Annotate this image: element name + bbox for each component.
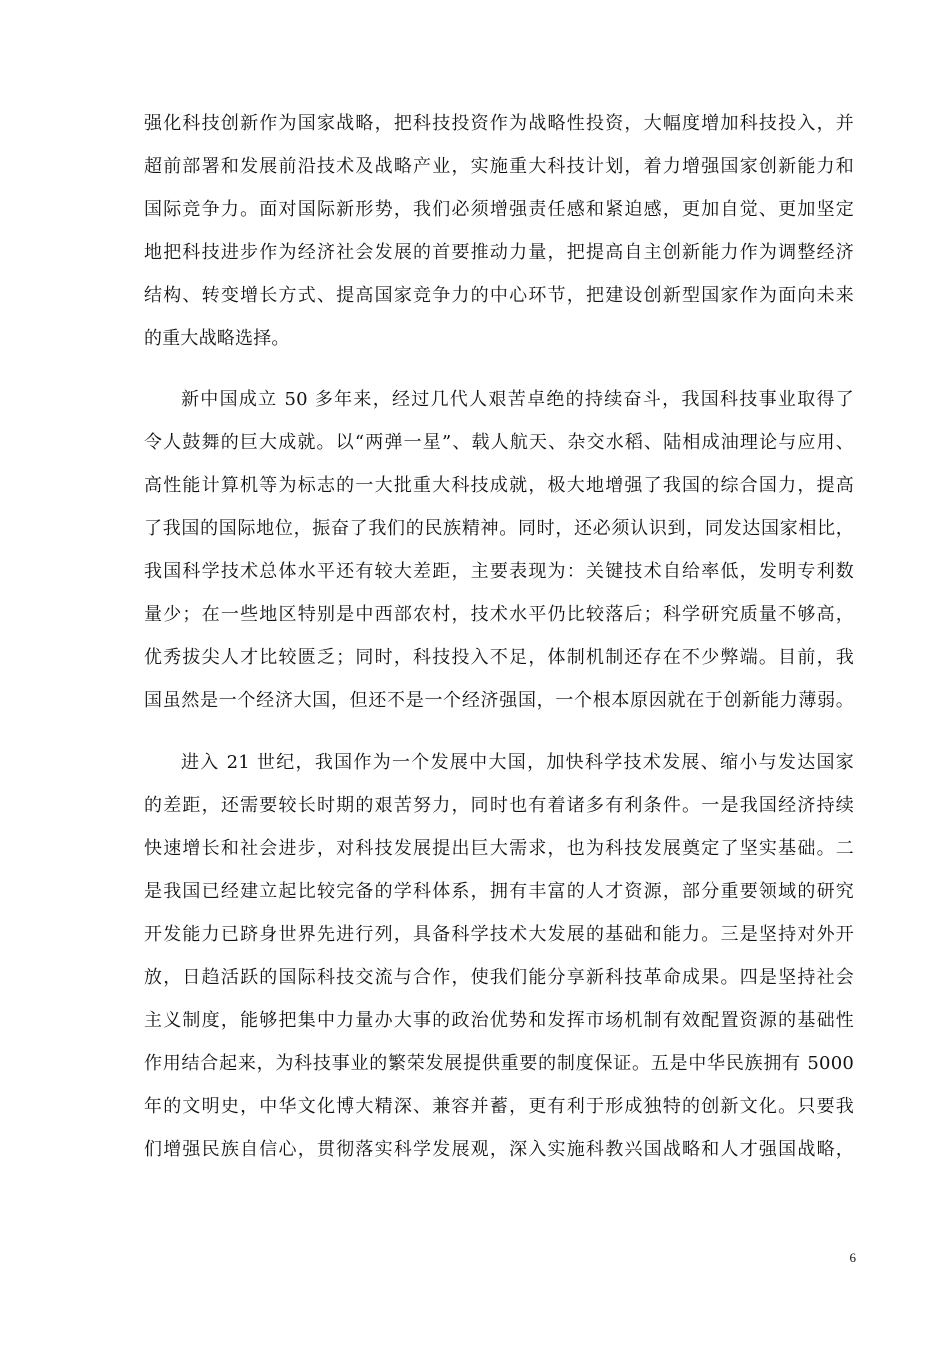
paragraph-3-line-10: 们增强民族自信心，贯彻落实科学发展观，深入实施科教兴国战略和人才强国战略， [144, 1139, 854, 1160]
paragraph-3-line-7: 主义制度，能够把集中力量办大事的政治优势和发挥市场机制有效配置资源的基础性 [144, 1010, 854, 1031]
paragraph-1-line-2: 超前部署和发展前沿技术及战略产业，实施重大科技计划，着力增强国家创新能力和 [144, 156, 854, 177]
paragraph-1-line-6: 的重大战略选择。 [144, 328, 290, 349]
paragraph-1-line-4: 地把科技进步作为经济社会发展的首要推动力量，把提高自主创新能力作为调整经济 [144, 242, 854, 263]
paragraph-3-line-5: 开发能力已跻身世界先进行列，具备科学技术大发展的基础和能力。三是坚持对外开 [144, 924, 854, 945]
paragraph-2-line-2: 令人鼓舞的巨大成就。以“两弹一星”、载人航天、杂交水稻、陆相成油理论与应用、 [144, 432, 854, 453]
paragraph-1-line-5: 结构、转变增长方式、提高国家竞争力的中心环节，把建设创新型国家作为面向未来 [144, 285, 854, 306]
paragraph-3-line-1: 进入 21 世纪，我国作为一个发展中大国，加快科学技术发展、缩小与发达国家 [181, 752, 854, 773]
paragraph-3-line-8: 作用结合起来，为科技事业的繁荣发展提供重要的制度保证。五是中华民族拥有 5000 [144, 1053, 854, 1074]
paragraph-3-line-9: 年的文明史，中华文化博大精深、兼容并蓄，更有利于形成独特的创新文化。只要我 [144, 1096, 854, 1117]
paragraph-2-line-8: 国虽然是一个经济大国，但还不是一个经济强国，一个根本原因就在于创新能力薄弱。 [144, 690, 854, 711]
paragraph-2-line-4: 了我国的国际地位，振奋了我们的民族精神。同时，还必须认识到，同发达国家相比， [144, 518, 854, 539]
paragraph-2-line-5: 我国科学技术总体水平还有较大差距，主要表现为：关键技术自给率低，发明专利数 [144, 561, 854, 582]
page-number: 6 [849, 1250, 856, 1265]
paragraph-3-line-2: 的差距，还需要较长时期的艰苦努力，同时也有着诸多有利条件。一是我国经济持续 [144, 795, 854, 816]
paragraph-2-line-3: 高性能计算机等为标志的一大批重大科技成就，极大地增强了我国的综合国力，提高 [144, 475, 854, 496]
paragraph-2-line-1: 新中国成立 50 多年来，经过几代人艰苦卓绝的持续奋斗，我国科技事业取得了 [181, 389, 854, 410]
paragraph-2-line-7: 优秀拔尖人才比较匮乏；同时，科技投入不足，体制机制还存在不少弊端。目前，我 [144, 647, 854, 668]
paragraph-3-line-6: 放，日趋活跃的国际科技交流与合作，使我们能分享新科技革命成果。四是坚持社会 [144, 967, 854, 988]
paragraph-1-line-3: 国际竞争力。面对国际新形势，我们必须增强责任感和紧迫感，更加自觉、更加坚定 [144, 199, 854, 220]
paragraph-1-line-1: 强化科技创新作为国家战略，把科技投资作为战略性投资，大幅度增加科技投入，并 [144, 113, 854, 134]
paragraph-2-line-6: 量少；在一些地区特别是中西部农村，技术水平仍比较落后；科学研究质量不够高， [144, 604, 854, 625]
paragraph-3-line-3: 快速增长和社会进步，对科技发展提出巨大需求，也为科技发展奠定了坚实基础。二 [144, 838, 854, 859]
paragraph-3-line-4: 是我国已经建立起比较完备的学科体系，拥有丰富的人才资源，部分重要领域的研究 [144, 881, 854, 902]
